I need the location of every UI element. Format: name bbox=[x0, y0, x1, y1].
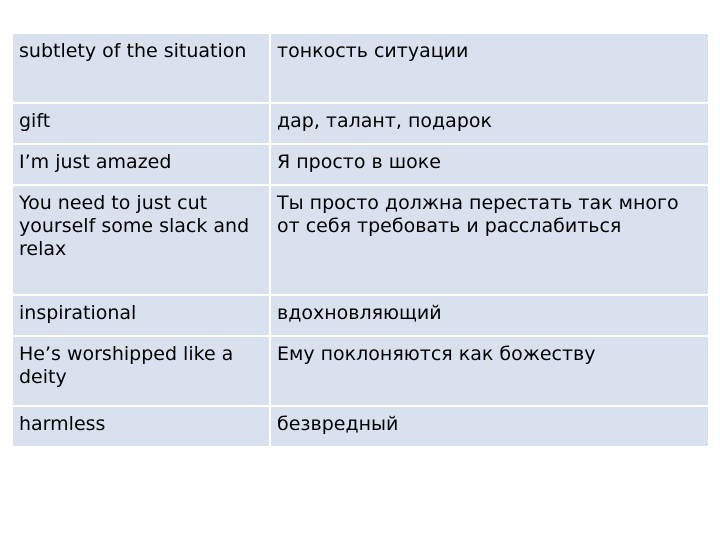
table-row bbox=[12, 144, 709, 185]
table-row bbox=[12, 295, 709, 336]
table-row bbox=[12, 103, 709, 144]
english-phrase: You need to just cut yourself some slack and relax bbox=[12, 185, 270, 295]
vocabulary-table bbox=[11, 32, 710, 448]
russian-translation: Я просто в шоке bbox=[270, 144, 709, 185]
russian-translation: безвредный bbox=[270, 406, 709, 447]
russian-translation: вдохновляющий bbox=[270, 295, 709, 336]
english-phrase: He’s worshipped like a deity bbox=[12, 336, 270, 406]
english-phrase: I’m just amazed bbox=[12, 144, 270, 185]
table-row bbox=[12, 406, 709, 447]
english-phrase: gift bbox=[12, 103, 270, 144]
russian-translation: дар, талант, подарок bbox=[270, 103, 709, 144]
russian-translation: Ты просто должна перестать так много от себя требовать и расслабиться bbox=[270, 185, 709, 295]
english-phrase: harmless bbox=[12, 406, 270, 447]
russian-translation: Ему поклоняются как божеству bbox=[270, 336, 709, 406]
english-phrase: inspirational bbox=[12, 295, 270, 336]
english-phrase: subtlety of the situation bbox=[12, 33, 270, 103]
table-row bbox=[12, 185, 709, 295]
russian-translation: тонкость ситуации bbox=[270, 33, 709, 103]
table-row bbox=[12, 336, 709, 406]
table-row bbox=[12, 33, 709, 103]
